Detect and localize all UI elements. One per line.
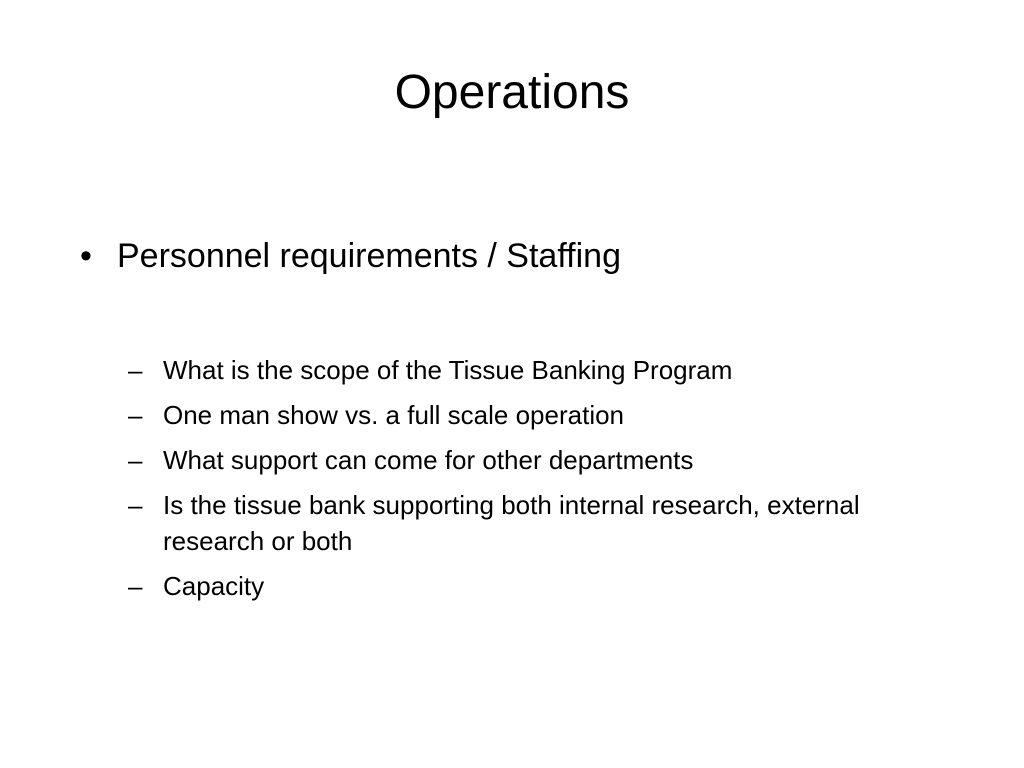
dash-marker: –	[128, 355, 143, 385]
slide-title: Operations	[394, 66, 630, 119]
sub-bullet-list	[128, 352, 928, 613]
sub-bullet-item	[128, 568, 928, 604]
dash-marker: –	[128, 571, 143, 601]
main-bullet-text: Personnel requirements / Staffing	[117, 237, 621, 275]
sub-bullet-item	[128, 487, 928, 559]
bullet-marker: •	[80, 237, 92, 275]
sub-bullet-item	[128, 397, 928, 433]
sub-bullet-item	[128, 442, 928, 478]
sub-bullet-text: What is the scope of the Tissue Banking Program	[163, 355, 733, 385]
dash-marker: –	[128, 490, 143, 520]
sub-bullet-item	[128, 352, 928, 388]
main-bullet	[80, 236, 960, 277]
sub-bullet-text: Is the tissue bank supporting both internal research, external research or both	[163, 490, 860, 556]
sub-bullet-text: One man show vs. a full scale operation	[163, 400, 625, 430]
dash-marker: –	[128, 445, 143, 475]
dash-marker: –	[128, 400, 143, 430]
sub-bullet-text: What support can come for other departments	[163, 445, 694, 475]
sub-bullet-text: Capacity	[163, 571, 265, 601]
